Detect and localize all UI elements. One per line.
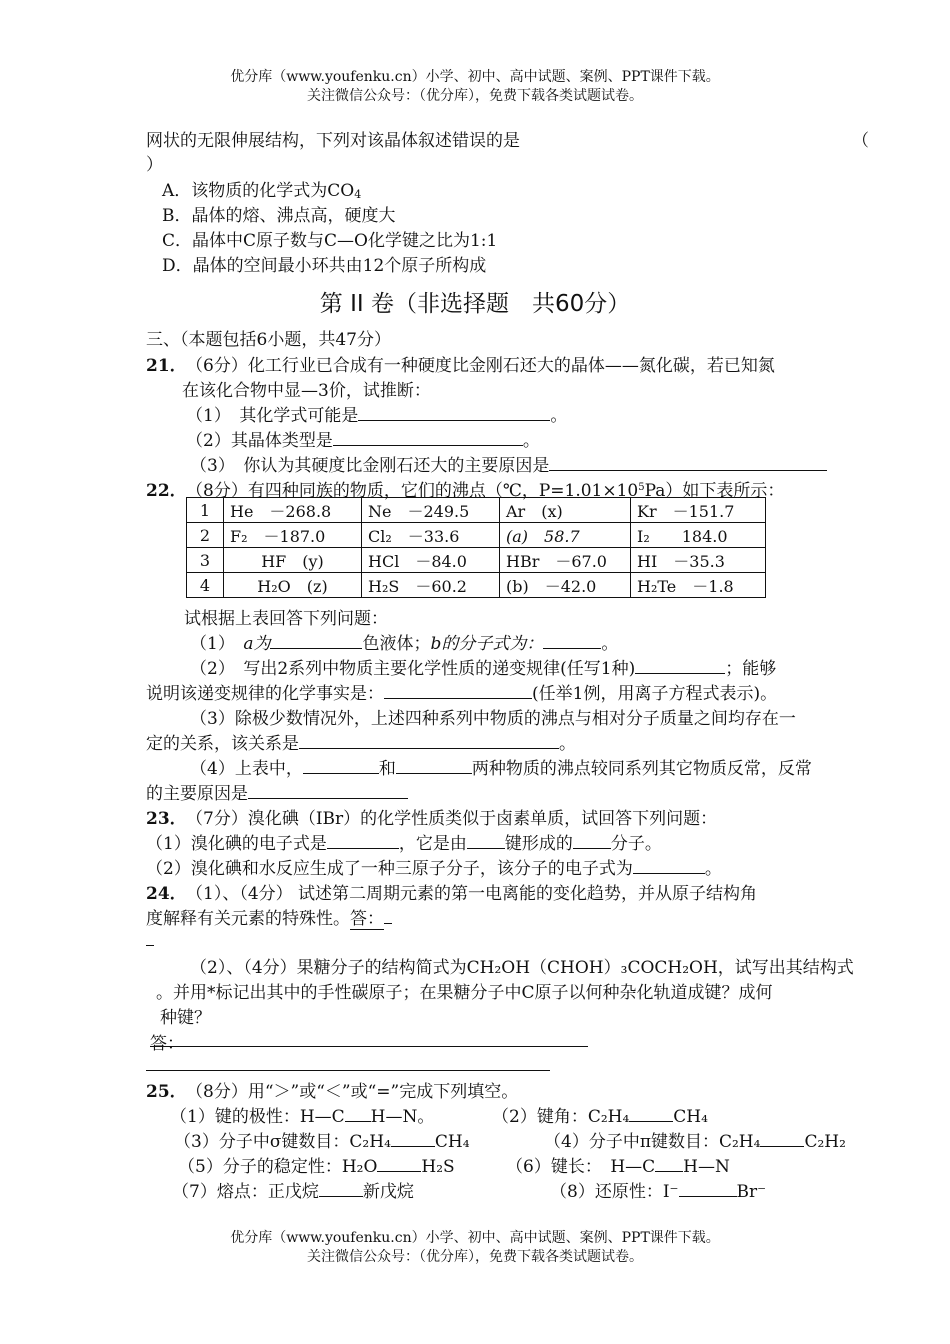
answer-blank[interactable] [299,731,559,749]
answer-blank[interactable] [384,681,532,699]
q22-part-2: （2） 写出2系列中物质主要化学性质的递变规律(任写1种) ；能够 [190,654,776,679]
answer-blank[interactable] [384,906,392,924]
q23-sub-2: （2）溴化碘和水反应生成了一种三原子分子，该分子的电子式为 。 [146,854,722,879]
answer-line[interactable] [150,1046,588,1047]
table-row [187,548,766,573]
table-cell: 3 [187,548,224,573]
q25-number: 25． [146,1082,187,1102]
q21-sub-1: （1） 其化学式可能是 。 [186,401,567,426]
q22-part-1: （1） a为 色液体；b的分子式为： 。 [190,629,618,654]
table-cell: I₂ 184.0 [631,523,766,548]
q20-option-b: B．晶体的熔、沸点高，硬度大 [162,206,396,226]
table-cell: HCl －84.0 [362,548,500,573]
q21-sub-2: （2）其晶体类型是 。 [186,426,540,451]
answer-blank[interactable] [358,403,550,421]
table-row [187,523,766,548]
answer-blank[interactable] [396,756,472,774]
table-cell: Ne －249.5 [362,498,500,523]
q22-part-2-cont: 说明该递变规律的化学事实是： (任举1例，用离子方程式表示)。 [146,679,777,704]
answer-blank[interactable] [327,831,399,849]
q22-part-4: （4）上表中， 和 两种物质的沸点较同系列其它物质反常，反常 [190,754,812,779]
q25-item-3: （3）分子中σ键数目：C₂H₄ CH₄ [174,1127,470,1152]
answer-blank[interactable] [633,856,705,874]
answer-blank[interactable] [573,831,611,849]
table-cell: 1 [187,498,224,523]
footer-line-2: 关注微信公众号：（优分库），免费下载各类试题试卷。 [307,1249,643,1265]
table-cell: H₂S －60.2 [362,573,500,598]
answer-blank[interactable] [635,656,725,674]
q22-number: 22． [146,481,187,501]
table-cell: HF (y) [224,548,362,573]
q25-text: （8分）用“＞”或“＜”或“=”完成下列填空。 [186,1082,519,1102]
table-cell: He －268.8 [224,498,362,523]
q24-part-2-cont: 。并用*标记出其中的手性碳原子；在果糖分子中C原子以何种杂化轨道成键？成何 [156,983,773,1003]
answer-blank[interactable] [629,1104,673,1122]
answer-blank[interactable] [319,1179,363,1197]
q20-option-a: A．该物质的化学式为$CO_4$ [162,181,362,201]
q21-text-1: （6分）化工行业已合成有一种硬度比金刚石还大的晶体——氮化碳，若已知氮 [186,356,775,376]
answer-blank[interactable] [270,631,362,649]
table-cell: Kr －151.7 [631,498,766,523]
q25-item-7: （7）熔点：正戊烷 新戊烷 [172,1177,414,1202]
table-cell: Cl₂ －33.6 [362,523,500,548]
answer-blank[interactable] [467,831,505,849]
answer-line[interactable] [146,1070,550,1071]
q21-text-2: 在该化合物中显—3价，试推断： [182,381,431,401]
answer-blank[interactable] [248,781,408,799]
header-line-2: 关注微信公众号：（优分库），免费下载各类试题试卷。 [307,88,643,104]
table-cell: H₂Te －1.8 [631,573,766,598]
q20-bracket-open: （ [852,131,869,151]
q24-part-2-cont-2: 种键？ [160,1008,211,1028]
q25-item-4: （4）分子中π键数目：C₂H₄ C₂H₂ [544,1127,846,1152]
q20-option-c: C．晶体中C原子数与C—O化学键之比为1:1 [162,231,498,251]
table-row [187,573,766,598]
table-cell: (a) 58.7 [500,523,631,548]
q25-item-1: （1）键的极性：H—C H—N。 [170,1102,434,1127]
answer-blank[interactable] [543,631,601,649]
answer-line[interactable] [146,945,154,946]
table-cell: 2 [187,523,224,548]
q25-item-6: （6）键长： H—C H—N [506,1152,730,1177]
table-cell: HBr －67.0 [500,548,631,573]
answer-blank[interactable] [377,1154,421,1172]
header-line-1: 优分库（www.youfenku.cn）小学、初中、高中试题、案例、PPT课件下载。 [230,69,720,85]
q24-part-2: （2）、（4分）果糖分子的结构简式为CH₂OH（CHOH）₃COCH₂OH，试写出其结构式 [190,958,854,978]
table-cell: (b) －42.0 [500,573,631,598]
q25-item-8: （8）还原性：I⁻ Br⁻ [550,1177,766,1202]
footer-line-1: 优分库（www.youfenku.cn）小学、初中、高中试题、案例、PPT课件下载。 [230,1230,720,1246]
q23-number: 23． [146,809,187,829]
q23-sub-1: （1）溴化碘的电子式是 ，它是由 键形成的 分子。 [146,829,662,854]
table-cell: 4 [187,573,224,598]
q22-part-3: （3）除极少数情况外，上述四种系列中物质的沸点与相对分子质量之间均存在一 [190,709,796,729]
answer-blank[interactable] [333,428,523,446]
q25-item-2: （2）键角：C₂H₄ CH₄ [492,1102,708,1127]
answer-blank[interactable] [391,1129,435,1147]
q21-sub-3: （3） 你认为其硬度比金刚石还大的主要原因是 [190,451,827,476]
q22-after-table: 试根据上表回答下列问题： [184,609,388,629]
table-row [187,498,766,523]
answer-blank[interactable] [655,1154,683,1172]
q20-bracket-close: ） [146,155,163,175]
q25-item-5: （5）分子的稳定性：H₂O H₂S [178,1152,455,1177]
answer-blank[interactable] [549,453,827,471]
q24-text-1: （1）、（4分） 试述第二周期元素的第一电离能的变化趋势，并从原子结构角 [186,884,758,904]
q23-text: （7分）溴化碘（IBr）的化学性质类似于卤素单质，试回答下列问题： [186,809,718,829]
answer-blank[interactable] [303,756,379,774]
q21-number: 21． [146,356,187,376]
table-cell: HI －35.3 [631,548,766,573]
table-cell: H₂O (z) [224,573,362,598]
answer-blank[interactable] [345,1104,371,1122]
table-cell: Ar (x) [500,498,631,523]
q20-option-d: D．晶体的空间最小环共由12个原子所构成 [162,256,487,276]
boiling-point-table [186,497,766,598]
q22-part-4-cont: 的主要原因是 [146,779,408,804]
section-title: 第 II 卷（非选择题 共60分） [319,291,631,317]
part-heading: 三、（本题包括6小题，共47分） [146,330,391,350]
q24-answer-2: 答： [150,1034,184,1054]
q20-stem: 网状的无限伸展结构，下列对该晶体叙述错误的是 [146,131,520,151]
table-cell: F₂ －187.0 [224,523,362,548]
q22-intro: （8分）有四种同族的物质，它们的沸点（℃，$P=1.01\times 10^5Pa$）如下表所示： [186,481,785,501]
answer-blank[interactable] [679,1179,737,1197]
q24-number: 24． [146,884,187,904]
q24-text-2: 度解释有关元素的特殊性。答： [146,904,392,929]
q22-part-3-cont: 定的关系，该关系是 。 [146,729,576,754]
answer-blank[interactable] [760,1129,804,1147]
answer-label: 答： [350,909,384,929]
